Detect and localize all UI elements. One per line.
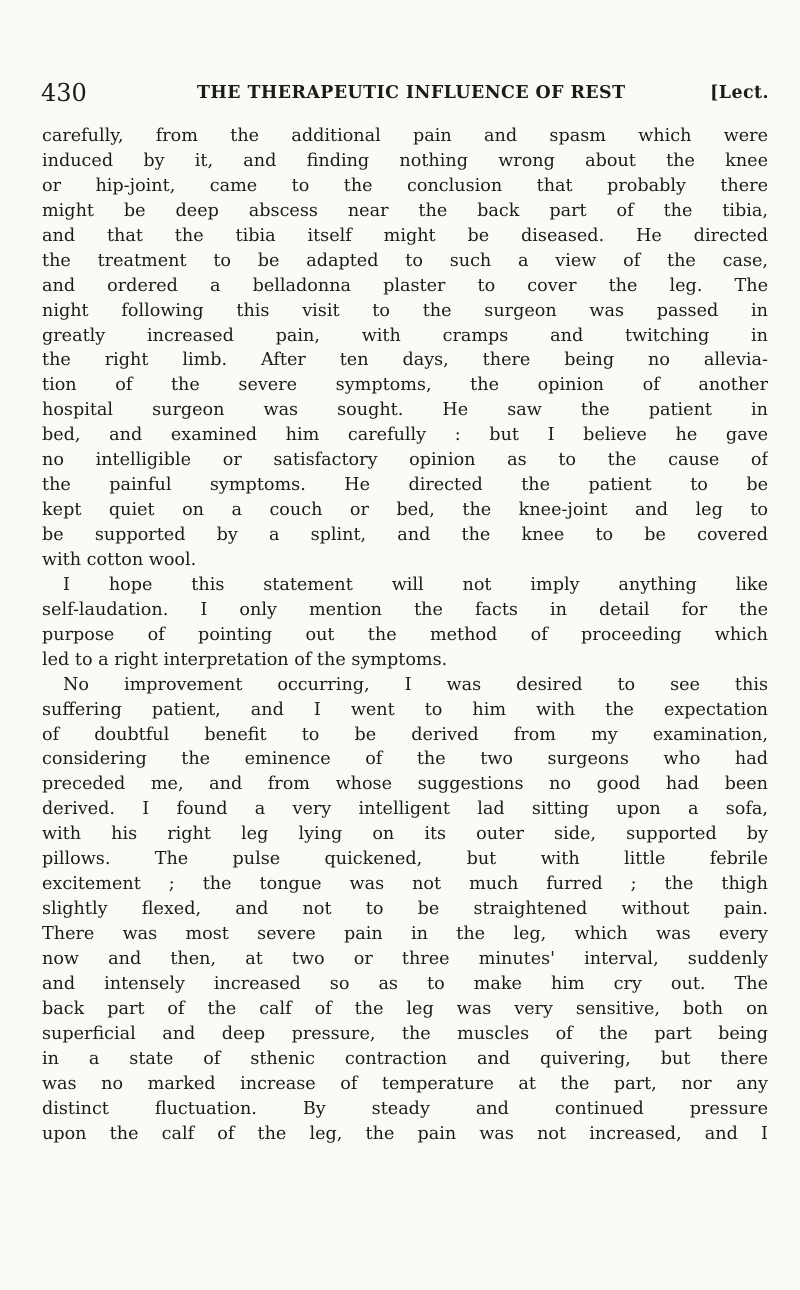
text-line: induced by it, and finding nothing wrong about the knee bbox=[42, 150, 768, 171]
text-line: purpose of pointing out the method of proceeding which bbox=[42, 624, 768, 645]
text-line: now and then, at two or three minutes' interval, suddenly bbox=[42, 948, 768, 969]
text-line: led to a right interpretation of the symptoms. bbox=[42, 649, 448, 670]
paragraph-statement bbox=[42, 573, 768, 673]
text-line: There was most severe pain in the leg, which was every bbox=[42, 924, 768, 944]
text-line: with his right leg lying on its outer side, supported by bbox=[42, 824, 768, 845]
text-line: distinct fluctuation. By steady and continued pressure bbox=[42, 1098, 768, 1119]
body-text bbox=[42, 124, 768, 1146]
text-line: no intelligible or satisfactory opinion as to the cause of bbox=[42, 450, 768, 471]
text-line: the treatment to be adapted to such a view of the case, bbox=[42, 250, 768, 271]
text-line: excitement ; the tongue was not much furred ; the thigh bbox=[42, 874, 768, 895]
text-line: pillows. The pulse quickened, but with little febrile bbox=[42, 849, 768, 870]
page-number: 430 bbox=[41, 79, 87, 107]
text-line: bed, and examined him carefully : but I believe he gave bbox=[42, 425, 768, 446]
text-line: kept quiet on a couch or bed, the knee-joint and leg to bbox=[42, 500, 768, 521]
paragraph-examination bbox=[42, 673, 768, 1147]
text-line: or hip-joint, came to the conclusion that probably there bbox=[42, 175, 768, 196]
text-line: slightly flexed, and not to be straightened without pain. bbox=[42, 899, 768, 920]
text-line: in a state of sthenic contraction and quivering, but there bbox=[42, 1048, 768, 1069]
text-line: hospital surgeon was sought. He saw the patient in bbox=[42, 400, 768, 421]
text-line: superficial and deep pressure, the muscles of the part being bbox=[42, 1023, 768, 1044]
text-line: upon the calf of the leg, the pain was not increased, and I bbox=[42, 1123, 768, 1144]
text-line: and ordered a belladonna plaster to cover the leg. The bbox=[42, 275, 768, 296]
text-line: the painful symptoms. He directed the patient to be bbox=[42, 475, 768, 496]
text-line: be supported by a splint, and the knee to be covered bbox=[42, 525, 768, 545]
text-line: preceded me, and from whose suggestions no good had been bbox=[42, 774, 768, 795]
text-line: considering the eminence of the two surgeons who had bbox=[42, 749, 768, 770]
text-line: derived. I found a very intelligent lad sitting upon a sofa, bbox=[42, 799, 768, 820]
text-line: the right limb. After ten days, there being no allevia- bbox=[42, 350, 768, 371]
running-title: THE THERAPEUTIC INFLUENCE OF REST bbox=[197, 83, 626, 103]
lecture-label: [Lect. bbox=[710, 83, 769, 103]
text-line: with cotton wool. bbox=[42, 549, 197, 570]
text-line: night following this visit to the surgeon was passed in bbox=[42, 300, 768, 321]
text-line: of doubtful benefit to be derived from my examination, bbox=[42, 724, 768, 745]
text-line: might be deep abscess near the back part of the tibia, bbox=[42, 200, 768, 221]
text-line: No improvement occurring, I was desired to see this bbox=[63, 674, 768, 695]
paragraph-case-history bbox=[42, 124, 768, 573]
text-line: suffering patient, and I went to him with the expectation bbox=[42, 699, 768, 720]
text-line: was no marked increase of temperature at the part, nor any bbox=[42, 1073, 768, 1094]
text-line: and intensely increased so as to make him cry out. The bbox=[42, 973, 768, 994]
text-line: I hope this statement will not imply anything like bbox=[63, 574, 768, 595]
text-line: and that the tibia itself might be diseased. He directed bbox=[42, 225, 768, 246]
text-line: greatly increased pain, with cramps and twitching in bbox=[42, 325, 768, 346]
running-head bbox=[41, 75, 771, 111]
text-line: carefully, from the additional pain and spasm which were bbox=[42, 126, 768, 146]
text-line: self-laudation. I only mention the facts in detail for the bbox=[42, 599, 768, 620]
text-line: tion of the severe symptoms, the opinion of another bbox=[42, 375, 768, 396]
text-line: back part of the calf of the leg was very sensitive, both on bbox=[42, 998, 768, 1019]
